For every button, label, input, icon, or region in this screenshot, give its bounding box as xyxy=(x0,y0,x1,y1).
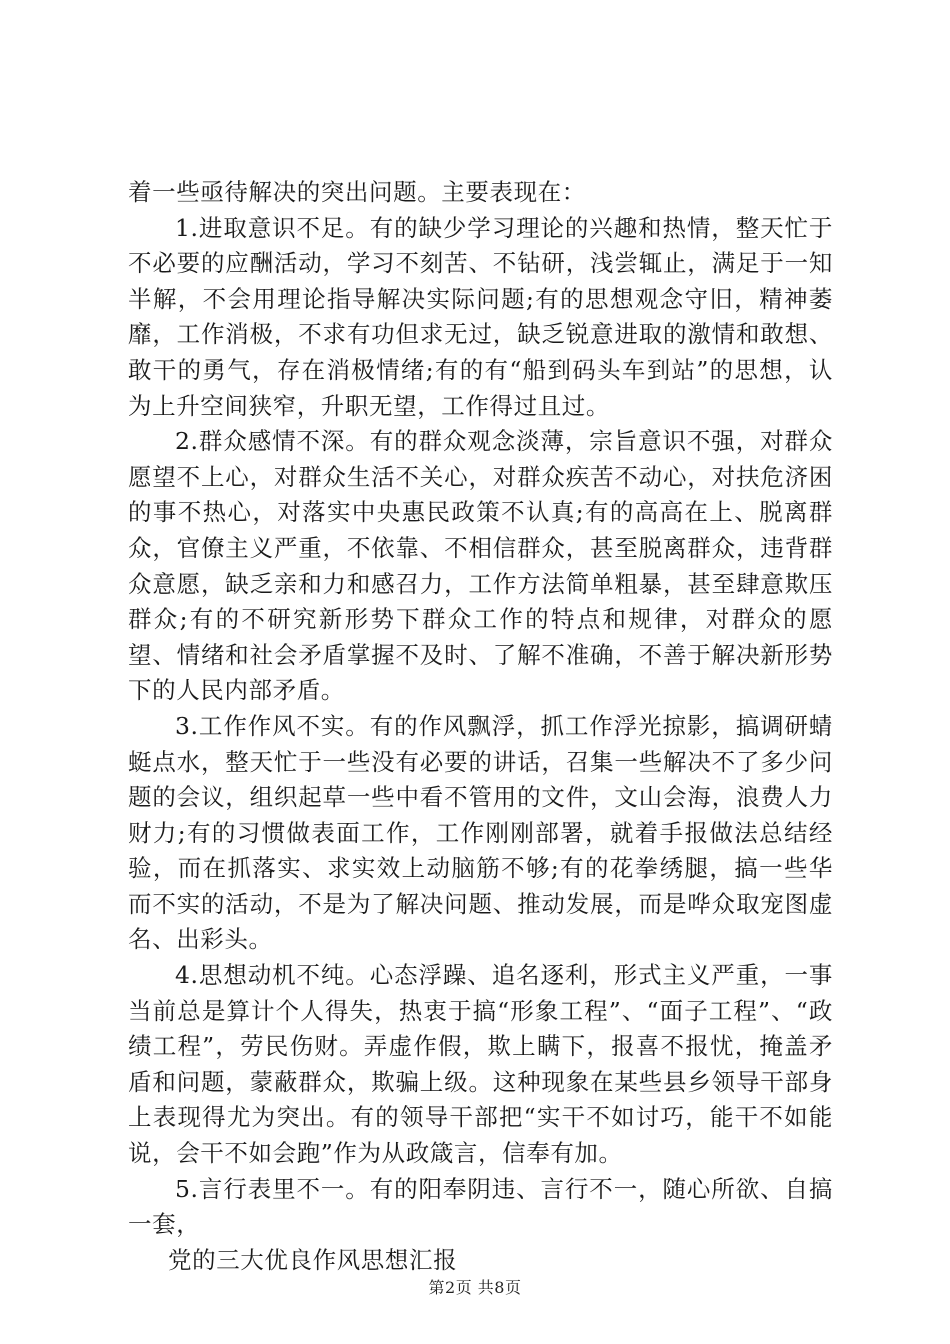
paragraph-5: 5.言行表里不一。有的阳奉阴违、言行不一，随心所欲、自搞一套， xyxy=(128,1174,833,1239)
intro-line: 着一些亟待解决的突出问题。主要表现在： xyxy=(128,178,586,206)
paragraph-1: 1.进取意识不足。有的缺少学习理论的兴趣和热情，整天忙于不必要的应酬活动，学习不刻苦、不钻研，浅尝辄止，满足于一知半解，不会用理论指导解决实际问题;有的思想观念守旧，精神萎靡，工作消极，不求有功但求无过，缺乏锐意进取的激情和敢想、敢干的勇气，存在消极情绪;有的有“船到码头车到站”的思想，认为上升空间狭窄，升职无望，工作得过且过。 xyxy=(128,213,833,420)
document-body xyxy=(128,175,833,1278)
trailing-title: 党的三大优良作风思想汇报 xyxy=(168,1245,458,1274)
page-number-footer: 第2页 共8页 xyxy=(428,1278,522,1297)
paragraph-2: 2.群众感情不深。有的群众观念淡薄，宗旨意识不强，对群众愿望不上心，对群众生活不关心，对群众疾苦不动心，对扶危济困的事不热心，对落实中央惠民政策不认真;有的高高在上、脱离群众，官僚主义严重，不依靠、不相信群众，甚至脱离群众，违背群众意愿，缺乏亲和力和感召力，工作方法简单粗暴，甚至肆意欺压群众;有的不研究新形势下群众工作的特点和规律，对群众的愿望、情绪和社会矛盾掌握不及时、了解不准确，不善于解决新形势下的人民内部矛盾。 xyxy=(128,427,833,705)
paragraph-3: 3.工作作风不实。有的作风飘浮，抓工作浮光掠影，搞调研蜻蜓点水，整天忙于一些没有必要的讲话，召集一些解决不了多少问题的会议，组织起草一些中看不管用的文件，文山会海，浪费人力财力;有的习惯做表面工作，工作刚刚部署，就着手报做法总结经验，而在抓落实、求实效上动脑筋不够;有的花拳绣腿，搞一些华而不实的活动，不是为了解决问题、推动发展，而是哗众取宠图虚名、出彩头。 xyxy=(128,711,833,954)
paragraph-4: 4.思想动机不纯。心态浮躁、追名逐利，形式主义严重，一事当前总是算计个人得失，热衷于搞“形象工程”、“面子工程”、“政绩工程”，劳民伤财。弄虚作假，欺上瞒下，报喜不报忧，掩盖矛盾和问题，蒙蔽群众，欺骗上级。这种现象在某些县乡领导干部身上表现得尤为突出。有的领导干部把“实干不如讨巧，能干不如能说，会干不如会跑”作为从政箴言，信奉有加。 xyxy=(128,961,833,1168)
